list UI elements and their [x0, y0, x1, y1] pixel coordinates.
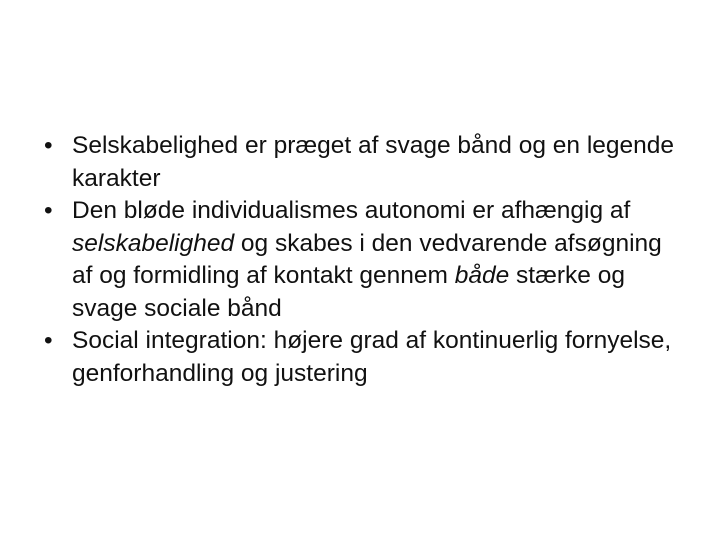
bullet-item-1 — [40, 130, 680, 195]
bullet-marker: • — [44, 197, 53, 224]
bullet-text: og skabes i den vedvarende afsøgning af og formidling af kontakt gennem — [72, 229, 662, 289]
bullet-marker: • — [44, 132, 53, 159]
bullet-text: Selskabelighed er præget af svage bånd og en legende karakter — [72, 132, 675, 192]
bullet-text: stærke og svage sociale bånd — [72, 262, 625, 322]
bullet-list — [40, 130, 680, 390]
bullet-item-3 — [40, 325, 680, 390]
bullet-text: Social integration: højere grad af kontinuerlig fornyelse, genforhandling og justering — [72, 327, 672, 387]
bullet-marker: • — [44, 327, 53, 354]
bullet-text-italic: både — [454, 262, 510, 289]
bullet-text: Den bløde individualismes autonomi er afhængig af — [72, 197, 631, 224]
bullet-text-italic: selskabelighed — [72, 229, 235, 257]
bullet-item-2 — [40, 195, 680, 325]
